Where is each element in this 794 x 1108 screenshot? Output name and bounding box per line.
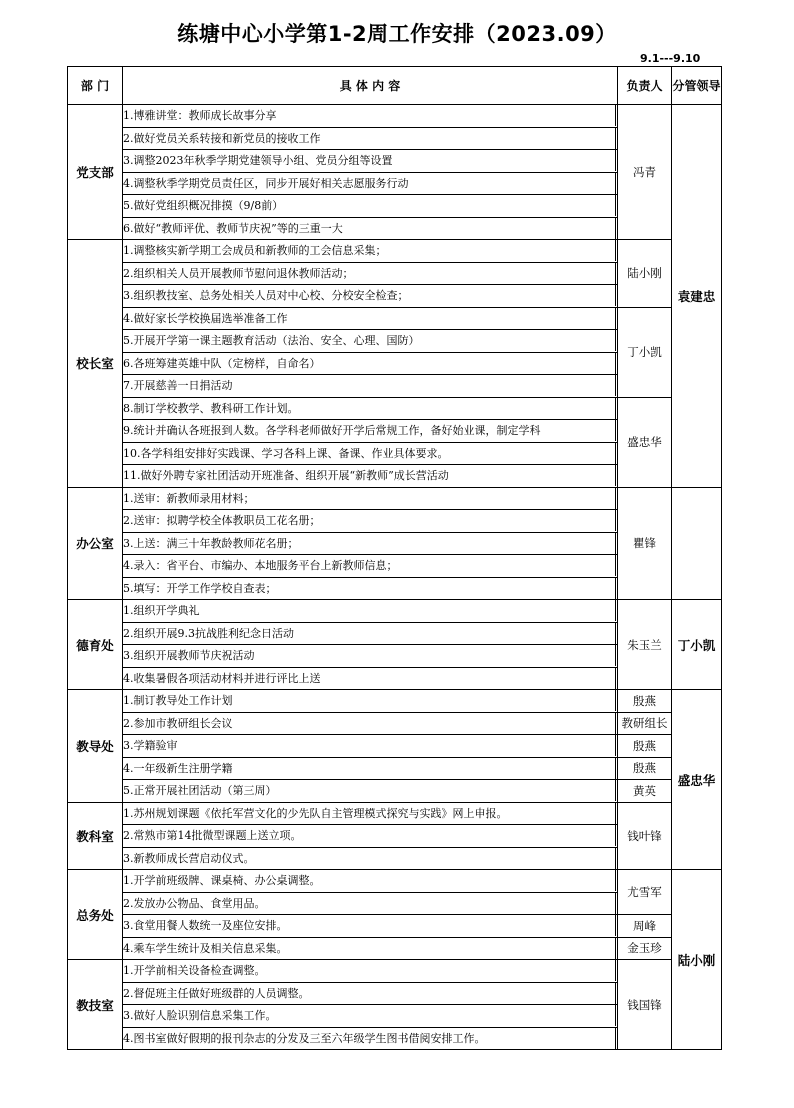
dept-research: 教科室 xyxy=(68,802,123,870)
person-cell: 尤雪军 xyxy=(618,870,672,915)
page-title: 练塘中心小学第1-2周工作安排（2023.09） xyxy=(177,22,617,46)
dept-party: 党支部 xyxy=(68,105,123,240)
person-cell: 瞿锋 xyxy=(618,487,672,600)
task-item: 1.开学前班级牌、课桌椅、办公桌调整。 xyxy=(123,870,618,893)
dept-tech: 教技室 xyxy=(68,960,123,1050)
task-item: 1.苏州规划课题《依托军营文化的少先队自主管理模式探究与实践》网上申报。 xyxy=(123,802,618,825)
dept-principal: 校长室 xyxy=(68,240,123,488)
task-item: 6.各班筹建英雄中队（定榜样，自命名） xyxy=(123,352,618,375)
task-item: 1.送审：新教师录用材料； xyxy=(123,487,618,510)
task-item: 2.发放办公物品、食堂用品。 xyxy=(123,892,618,915)
task-item: 5.正常开展社团活动（第三周） xyxy=(123,780,618,803)
task-item: 4.录入：省平台、市编办、本地服务平台上新教师信息； xyxy=(123,555,618,578)
task-item: 11.做好外聘专家社团活动开班准备、组织开展“新教师”成长营活动 xyxy=(123,465,618,488)
task-item: 1.制订教导处工作计划 xyxy=(123,690,618,713)
task-item: 2.做好党员关系转接和新党员的接收工作 xyxy=(123,127,618,150)
task-item: 2.送审：拟聘学校全体教职员工花名册； xyxy=(123,510,618,533)
task-item: 1.组织开学典礼 xyxy=(123,600,618,623)
task-item: 3.做好人脸识别信息采集工作。 xyxy=(123,1005,618,1028)
person-cell: 殷燕 xyxy=(618,757,672,780)
task-item: 3.上送：满三十年教龄教师花名册； xyxy=(123,532,618,555)
date-range: 9.1---9.10 xyxy=(640,52,701,65)
task-item: 1.调整核实新学期工会成员和新教师的工会信息采集； xyxy=(123,240,618,263)
task-item: 3.组织教技室、总务处相关人员对中心校、分校安全检查； xyxy=(123,285,618,308)
task-item: 4.一年级新生注册学籍 xyxy=(123,757,618,780)
task-item: 2.组织相关人员开展教师节慰问退休教师活动； xyxy=(123,262,618,285)
task-item: 5.开展开学第一课主题教育活动（法治、安全、心理、国防） xyxy=(123,330,618,353)
task-item: 3.新教师成长营启动仪式。 xyxy=(123,847,618,870)
task-item: 4.收集暑假各项活动材料并进行评比上送 xyxy=(123,667,618,690)
person-cell: 殷燕 xyxy=(618,735,672,758)
dept-moral: 德育处 xyxy=(68,600,123,690)
task-item: 3.食堂用餐人数统一及座位安排。 xyxy=(123,915,618,938)
leader-cell: 盛忠华 xyxy=(672,690,722,870)
dept-office: 办公室 xyxy=(68,487,123,600)
person-cell: 冯青 xyxy=(618,105,672,240)
person-cell: 周峰 xyxy=(618,915,672,938)
schedule-table xyxy=(67,66,722,1050)
header-person: 负责人 xyxy=(618,67,672,105)
leader-cell: 丁小凯 xyxy=(672,600,722,690)
task-item: 9.统计并确认各班报到人数。各学科老师做好开学后常规工作，备好始业课，制定学科 xyxy=(123,420,618,443)
task-item: 4.调整秋季学期党员责任区，同步开展好相关志愿服务行动 xyxy=(123,172,618,195)
dept-general: 总务处 xyxy=(68,870,123,960)
leader-cell: 陆小刚 xyxy=(672,870,722,1050)
task-item: 5.做好党组织概况排摸（9/8前） xyxy=(123,195,618,218)
task-item: 4.乘车学生统计及相关信息采集。 xyxy=(123,937,618,960)
person-cell: 金玉珍 xyxy=(618,937,672,960)
task-item: 4.图书室做好假期的报刊杂志的分发及三至六年级学生图书借阅安排工作。 xyxy=(123,1027,618,1050)
task-item: 6.做好“教师评优、教师节庆祝”等的三重一大 xyxy=(123,217,618,240)
task-item: 10.各学科组安排好实践课、学习各科上课、备课、作业具体要求。 xyxy=(123,442,618,465)
task-item: 5.填写：开学工作学校自查表； xyxy=(123,577,618,600)
task-item: 2.常熟市第14批微型课题上送立项。 xyxy=(123,825,618,848)
person-cell: 钱国锋 xyxy=(618,960,672,1050)
person-cell: 丁小凯 xyxy=(618,307,672,397)
person-cell: 黄英 xyxy=(618,780,672,803)
task-item: 2.参加市教研组长会议 xyxy=(123,712,618,735)
task-item: 3.调整2023年秋季学期党建领导小组、党员分组等设置 xyxy=(123,150,618,173)
task-item: 2.督促班主任做好班级群的人员调整。 xyxy=(123,982,618,1005)
leader-cell: 袁建忠 xyxy=(672,105,722,488)
task-item: 2.组织开展9.3抗战胜利纪念日活动 xyxy=(123,622,618,645)
person-cell: 教研组长 xyxy=(618,712,672,735)
person-cell: 钱叶锋 xyxy=(618,802,672,870)
header-content: 具 体 内 容 xyxy=(123,67,618,105)
person-cell: 殷燕 xyxy=(618,690,672,713)
leader-cell-empty xyxy=(672,487,722,600)
header-leader: 分管领导 xyxy=(672,67,722,105)
task-item: 3.组织开展教师节庆祝活动 xyxy=(123,645,618,668)
task-item: 3.学籍验审 xyxy=(123,735,618,758)
header-dept: 部 门 xyxy=(68,67,123,105)
task-item: 4.做好家长学校换届选举准备工作 xyxy=(123,307,618,330)
dept-teaching: 教导处 xyxy=(68,690,123,803)
task-item: 1.博雅讲堂：教师成长故事分享 xyxy=(123,105,618,128)
person-cell: 盛忠华 xyxy=(618,397,672,487)
task-item: 1.开学前相关设备检查调整。 xyxy=(123,960,618,983)
task-item: 8.制订学校教学、教科研工作计划。 xyxy=(123,397,618,420)
task-item: 7.开展慈善一日捐活动 xyxy=(123,375,618,398)
person-cell: 朱玉兰 xyxy=(618,600,672,690)
person-cell: 陆小刚 xyxy=(618,240,672,308)
